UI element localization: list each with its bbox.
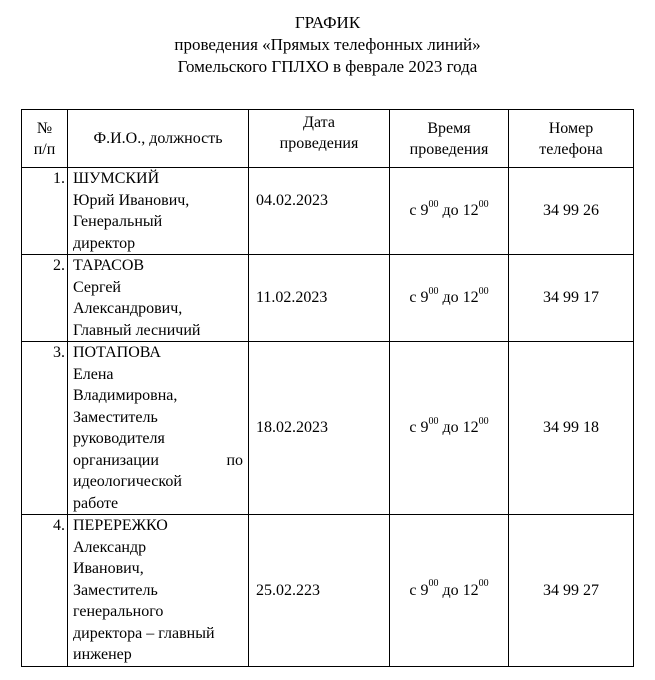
name-line-justified [73,450,243,472]
name-word: организации [73,451,159,469]
name-line: Александрович, [73,300,183,317]
header-phone-line1: Номер [548,119,594,137]
table-header-row [22,110,634,168]
name-line: ШУМСКИЙ [73,170,160,187]
name-line: ПЕРЕРЕЖКО [73,517,168,534]
row-number: 2. [22,255,68,342]
time-to: до 12 [438,581,479,599]
schedule-table [21,109,634,667]
name-line: ТАРАСОВ [73,257,145,274]
name-word: по [226,451,243,469]
row-name [68,515,249,667]
row-name [68,255,249,342]
name-line: ПОТАПОВА [73,344,161,361]
name-line: Генеральный [73,213,163,230]
name-line: Александр [73,538,147,556]
header-name: Ф.И.О., должность [68,110,249,168]
time-from-minutes: 00 [428,415,439,427]
table-row [22,515,634,667]
name-line: идеологической [73,473,182,490]
time-to: до 12 [438,202,479,220]
row-time [390,515,509,667]
date-value: 11.02.2023 [256,289,328,307]
time-from-minutes: 00 [428,285,439,297]
document-title [0,12,655,78]
row-time [390,255,509,342]
title-line-3: Гомельского ГПЛХО в феврале 2023 года [177,57,478,76]
time-to: до 12 [438,419,479,437]
header-time [390,110,509,168]
table-row [22,255,634,342]
row-number: 4. [22,515,68,667]
header-date-line2: проведения [279,135,359,152]
row-phone: 34 99 17 [509,255,634,342]
name-line: Заместитель [73,408,158,426]
row-phone: 34 99 18 [509,342,634,515]
header-time-line1: Время [427,119,471,137]
time-to: до 12 [438,289,479,307]
name-line: Иванович, [73,560,144,577]
name-line: директора – главный [73,624,215,642]
row-date [249,342,390,515]
time-to-minutes: 00 [478,198,489,210]
row-date [249,255,390,342]
title-line-2: проведения «Прямых телефонных линий» [174,35,481,54]
header-date [249,110,390,168]
time-to-minutes: 00 [478,285,489,297]
row-phone: 34 99 26 [509,168,634,255]
row-phone: 34 99 27 [509,515,634,667]
row-date [249,168,390,255]
title-line-1: ГРАФИК [294,13,361,32]
row-name [68,168,249,255]
row-name [68,342,249,515]
header-number-line1: № [36,119,53,137]
row-number: 3. [22,342,68,515]
time-to-minutes: 00 [478,578,489,590]
time-to-minutes: 00 [478,415,489,427]
name-line: Главный лесничий [73,321,201,339]
header-date-line1: Дата [303,114,335,131]
name-line: Владимировна, [73,387,178,404]
header-number-line2: п/п [33,140,56,158]
name-line: Елена [73,365,114,383]
header-number [22,110,68,168]
time-from: с 9 [409,581,429,599]
time-from-minutes: 00 [428,578,439,590]
row-date [249,515,390,667]
time-from: с 9 [409,419,429,437]
name-line: руководителя [73,430,165,447]
time-from: с 9 [409,289,429,307]
row-number: 1. [22,168,68,255]
name-line: работе [73,494,119,512]
name-line: генерального [73,603,164,620]
time-from-minutes: 00 [428,198,439,210]
table-row [22,168,634,255]
date-value: 04.02.2023 [256,192,328,209]
row-time [390,342,509,515]
name-line: инженер [73,646,132,663]
row-time [390,168,509,255]
name-line: Сергей [73,278,121,296]
name-line: Юрий Иванович, [73,191,190,209]
date-value: 25.02.223 [256,581,320,599]
date-value: 18.02.2023 [256,419,328,437]
name-line: директор [73,234,136,252]
name-line: Заместитель [73,581,158,599]
header-time-line2: проведения [409,140,489,158]
time-from: с 9 [409,202,429,220]
table-row [22,342,634,515]
header-phone-line2: телефона [539,140,603,158]
header-phone [509,110,634,168]
